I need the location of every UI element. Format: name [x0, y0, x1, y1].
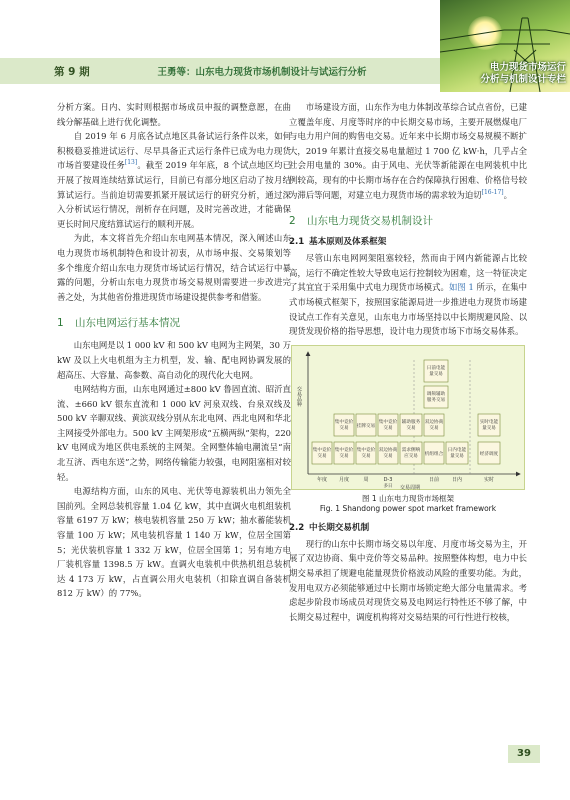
x-tick-sub: 多日: [383, 483, 393, 489]
page-number: 39: [508, 745, 540, 763]
column-banner-line1: 电力现货市场运行: [489, 62, 566, 73]
svg-text:双边协商交易: 双边协商交易: [424, 419, 444, 431]
issue-number: 第 9 期: [54, 66, 90, 78]
section-title: 山东电网运行基本情况: [75, 317, 180, 330]
figure-reference: 如图 1: [448, 282, 474, 293]
column-banner: [448, 62, 566, 86]
svg-text:日内电能量交易: 日内电能量交易: [447, 447, 467, 459]
text: 自 2019 年 6 月底各试点地区具备试运行条件以来，如何积极稳妥推进试运行、尽早具备正式运行条件已成为电力现货市场首要建设任务: [57, 131, 291, 171]
subsection-heading-2-2: [289, 522, 527, 535]
paragraph: 为此，本文将首先介绍山东电网基本情况，深入阐述山东电力现货市场机制特色和设计初衷，从市场申报、交易策划等多个维度介绍山东电力现货市场试运行情况，结合试运行中暴露的问题，分析山东电力现货市场交易规则需要进一步改进完善之处，为其他省份推进现货市场建设提供参考和借鉴。: [57, 233, 291, 302]
figure-1: [291, 345, 525, 490]
paragraph: 分析方案。日内、实时则根据市场成员申报的调整意愿，在曲线分解基础上进行优化调整。: [57, 102, 291, 127]
svg-text:集中竞价交易: 集中竞价交易: [334, 419, 354, 431]
text: 尽管山东电网网架阻塞较轻，然而由于网内新能源占比较高，运行不确定性较大导致电运行控制较为困难，这一特征决定了其宜宜于采用集中式电力现货市场模式。: [289, 253, 527, 293]
subsection-number: 2.2: [289, 522, 305, 533]
section-heading-1: [57, 316, 291, 330]
section-number: 1: [57, 317, 64, 330]
y-axis-label: 交易品种: [296, 385, 302, 407]
svg-text:集中竞价交易: 集中竞价交易: [334, 447, 354, 459]
x-tick: 日内: [451, 476, 463, 483]
text: 所示，在集中式市场模式框架下，按照国家能源局进一步推进电力现货市场建设试点工作有关意见，山东电力市场坚持以中长期规避风险、以现货发现价格的指导思想，设计电力现货市场下市场交易体系。: [289, 282, 527, 337]
svg-text:挂牌交易: 挂牌交易: [356, 423, 376, 429]
subsection-title: 中长期交易机制: [309, 522, 370, 533]
svg-text:日前电能量交易: 日前电能量交易: [426, 365, 446, 377]
section-number: 2: [289, 215, 296, 228]
text: 。: [503, 189, 512, 200]
svg-text:调频辅助服务交易: 调频辅助服务交易: [426, 391, 446, 403]
citation: [16-17]: [481, 188, 504, 196]
column-banner-line2: 分析与机制设计专栏: [480, 74, 566, 85]
subsection-title: 基本原则及体系框架: [309, 237, 387, 248]
text: 市场建设方面，山东作为电力体制改革综合试点省份，已建立覆盖年度、月度等时序的中长期交易市场，主要开展燃煤电厂与电力用户间的购售电交易。近年来中长期市场交易规模不断扩大，2019 年累计直接交易电量超过 1 700 亿 kW·h，几乎占全社会用电量的 30%。由于风电、光伏等新能源在电网装机中比例较高，现有的中长期市场存在合约保障执行困难、价格信号较为滞后等问题，对建立电力现货市场的需求较为迫切: [289, 102, 527, 200]
svg-text:经济调度: 经济调度: [479, 451, 499, 457]
running-title: 王勇等：山东电力现货市场机制设计与试运行分析: [157, 67, 367, 78]
figure-caption-cn: 图 1 山东电力现货市场框架: [361, 493, 455, 503]
svg-text:实时电能量交易: 实时电能量交易: [479, 419, 499, 431]
x-tick: 实时: [483, 476, 495, 483]
x-axis-label: 交易周期: [399, 484, 421, 491]
subsection-heading-2-1: [289, 236, 527, 249]
box-label: 集中竞价交易: [312, 447, 332, 459]
x-tick: 周: [363, 476, 369, 483]
text: 。截至 2019 年年底，8 个试点地区均已开展了按周连续结算试运行，目前已有部分地区启动了按月结算试运行。当前迫切需要抓紧开展试运行的研究分析，通过深入分析试运行情况，剖析存在问题，及时完善改进，才能确保更长时间尺度结算试运行的顺利开展。: [57, 160, 291, 229]
paragraph: [289, 251, 527, 339]
figure-caption-en: Fig. 1 Shandong power spot market framework: [319, 503, 497, 513]
svg-text:双边协商交易: 双边协商交易: [378, 447, 398, 459]
right-column: [289, 100, 527, 624]
x-tick: 日前: [428, 476, 440, 483]
page-header: [0, 0, 570, 92]
paragraph: 山东电网是以 1 000 kV 和 500 kV 电网为主网架，30 万 kW 及以上火电机组为主力机型，发、输、配电网协调发展的超高压、大容量、高参数、高自动化的现代化大电网。: [57, 340, 291, 380]
x-tick: 年度: [316, 476, 328, 483]
x-tick: D-3: [383, 476, 393, 483]
market-framework-diagram: [292, 346, 526, 491]
subsection-number: 2.1: [289, 237, 305, 248]
citation: [13]: [124, 159, 138, 167]
left-column: [57, 100, 291, 601]
paragraph: 现行的山东中长期市场交易以年度、月度市场交易为主，开展了双边协商、集中竞价等交易品种。按照整体构想，电力中长期交易承担了规避电能量现货价格波动风险的重要功能。为此，发用电双方必须能够通过中长期市场锁定绝大部分电量需求。考虑起步阶段市场成员对现货交易及电网运行特性还不够了解，中长期交易过程中，调度机构将对交易结果的可行性进行校核，: [289, 538, 527, 622]
section-title: 山东电力现货交易机制设计: [307, 215, 433, 228]
section-heading-2: [289, 214, 527, 228]
svg-text:集中竞价交易: 集中竞价交易: [378, 419, 398, 431]
svg-text:集中竞价交易: 集中竞价交易: [356, 447, 376, 459]
paragraph: 电源结构方面，山东的风电、光伏等电源装机出力领先全国前列。全网总装机容量 1.04 亿 kW，其中直调火电机组装机容量 6197 万 kW；核电装机容量 250 万 kW；抽水蓄能装机容量 100 万 kW；风电装机容量 1 140 万 kW，位居全国第 5；光伏装机容量 1 332 万 kW，位居全国第 1；另有地方电厂装机容量 1398.5 万 kW。直调火电装机中供热机组总装机达 4 173 万 kW，占直调公用火电装机（扣除直调自备装机 812 万 kW）的 77%。: [57, 486, 291, 599]
paragraph: 电网结构方面，山东电网通过±800 kV 鲁固直流、昭沂直流、±660 kV 银东直流和 1 000 kV 河泉双线、台泉双线及 500 kV 辛聊双线、黄滨双线分别从东北电网、西北电网和华北主网接受外部电力。500 kV 主网架形成“五横两纵”架构，220 kV 电网成为地区供电系统的主网架。全网整体输电潮流呈“南北互济、西电东送”之势，网络传输能力较强，电网阻塞相对较轻。: [57, 384, 291, 482]
svg-text:机组组合: 机组组合: [424, 451, 444, 457]
paragraph: [289, 100, 527, 202]
x-tick: 月度: [338, 476, 350, 483]
svg-text:辅助服务交易: 辅助服务交易: [401, 419, 421, 431]
paragraph: [57, 129, 291, 231]
svg-text:需求侧响应交易: 需求侧响应交易: [401, 447, 421, 459]
